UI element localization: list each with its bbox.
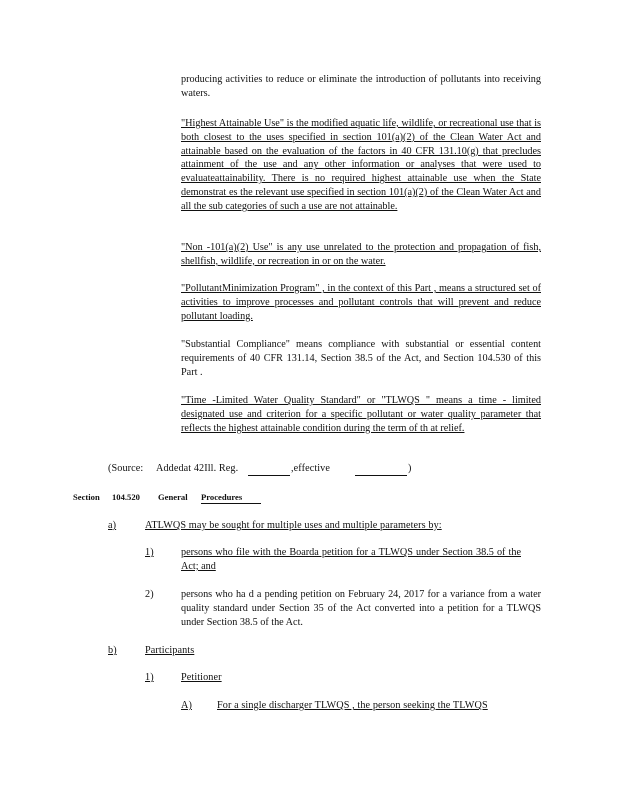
- item-b1-text: Petitioner: [181, 672, 222, 683]
- section-title: General: [158, 492, 188, 502]
- paragraph-pollutant-minimization-continued: [181, 73, 541, 101]
- item-a2-marker: 2): [145, 589, 154, 600]
- item-a-text: ATLWQS may be sought for multiple uses and multiple parameters by:: [145, 520, 442, 531]
- item-a1: [181, 546, 521, 574]
- item-bA-marker: A): [181, 700, 192, 711]
- definition-text: "Highest Attainable Use" is the modified aquatic life, wildlife, or recreational use that is both closest to the uses specified in section 101(a)(2) of the Clean Water Act and attainable based on the evaluation of the factors in 40 CFR 131.10(g) that precludes attainment of the use and any other information or analyses that were used to evaluateattainability. There is no required highest attainable use when the State demonstrat es the relevant use specified in section 101(a)(2) of the Clean Water Act and all the sub categories of such a use are not attainable.: [181, 118, 541, 212]
- definition-text: "PollutantMinimization Program" , in the context of this Part , means a structured set of activities to improve processes and pollutant controls that will prevent and reduce pollutant loading.: [181, 283, 541, 322]
- item-a2: [181, 588, 541, 629]
- definition-non-101a2-use: [181, 241, 541, 269]
- item-b1-marker: 1): [145, 672, 154, 683]
- item-a1-text: persons who file with the Boarda petition for a TLWQS under Section 38.5 of the Act; and: [181, 547, 521, 572]
- definition-highest-attainable-use: [181, 117, 541, 214]
- definition-text: "Non -101(a)(2) Use" is any use unrelated to the protection and propagation of fish, shellfish, wildlife, or recreation in or on the water.: [181, 242, 541, 267]
- source-effective-blank: [355, 464, 407, 476]
- section-title-2: Procedures: [201, 492, 243, 502]
- definition-pollutant-minimization-program: [181, 282, 541, 323]
- definition-time-limited-wqs: [181, 394, 541, 435]
- source-text: Addedat 42Ill. Reg.: [156, 463, 239, 474]
- item-b-marker: b): [108, 645, 117, 656]
- paragraph-text: producing activities to reduce or eliminate the introduction of pollutants into receiving waters.: [181, 74, 541, 99]
- item-a2-text: persons who ha d a pending petition on February 24, 2017 for a variance from a water quality standard under Section 35 of the Act converted into a petition for a TLWQS under Section 38.5 of the Act.: [181, 589, 541, 628]
- item-bA-text: For a single discharger TLWQS , the person seeking the TLWQS: [217, 700, 488, 711]
- definition-substantial-compliance: [181, 338, 541, 379]
- section-number: 104.520: [112, 492, 140, 502]
- definition-text: "Substantial Compliance" means compliance with substantial or essential content requirements of 40 CFR 131.14, Section 38.5 of the Act, and Section 104.530 of this Part .: [181, 339, 541, 378]
- source-close-paren: ): [408, 463, 412, 474]
- source-label: (Source:: [108, 463, 144, 474]
- section-label: Section: [73, 492, 100, 502]
- source-effective-label: ,effective: [291, 463, 330, 474]
- definition-text: "Time -Limited Water Quality Standard" or "TLWQS " means a time - limited designated use and criterion for a specific pollutant or water quality parameter that reflects the highest attainable condition during the term of th at relief.: [181, 395, 541, 434]
- item-a-marker: a): [108, 520, 117, 531]
- item-b-text: Participants: [145, 645, 195, 656]
- heading-rule: [201, 503, 261, 504]
- item-a1-marker: 1): [145, 547, 154, 558]
- source-register-blank: [248, 464, 290, 476]
